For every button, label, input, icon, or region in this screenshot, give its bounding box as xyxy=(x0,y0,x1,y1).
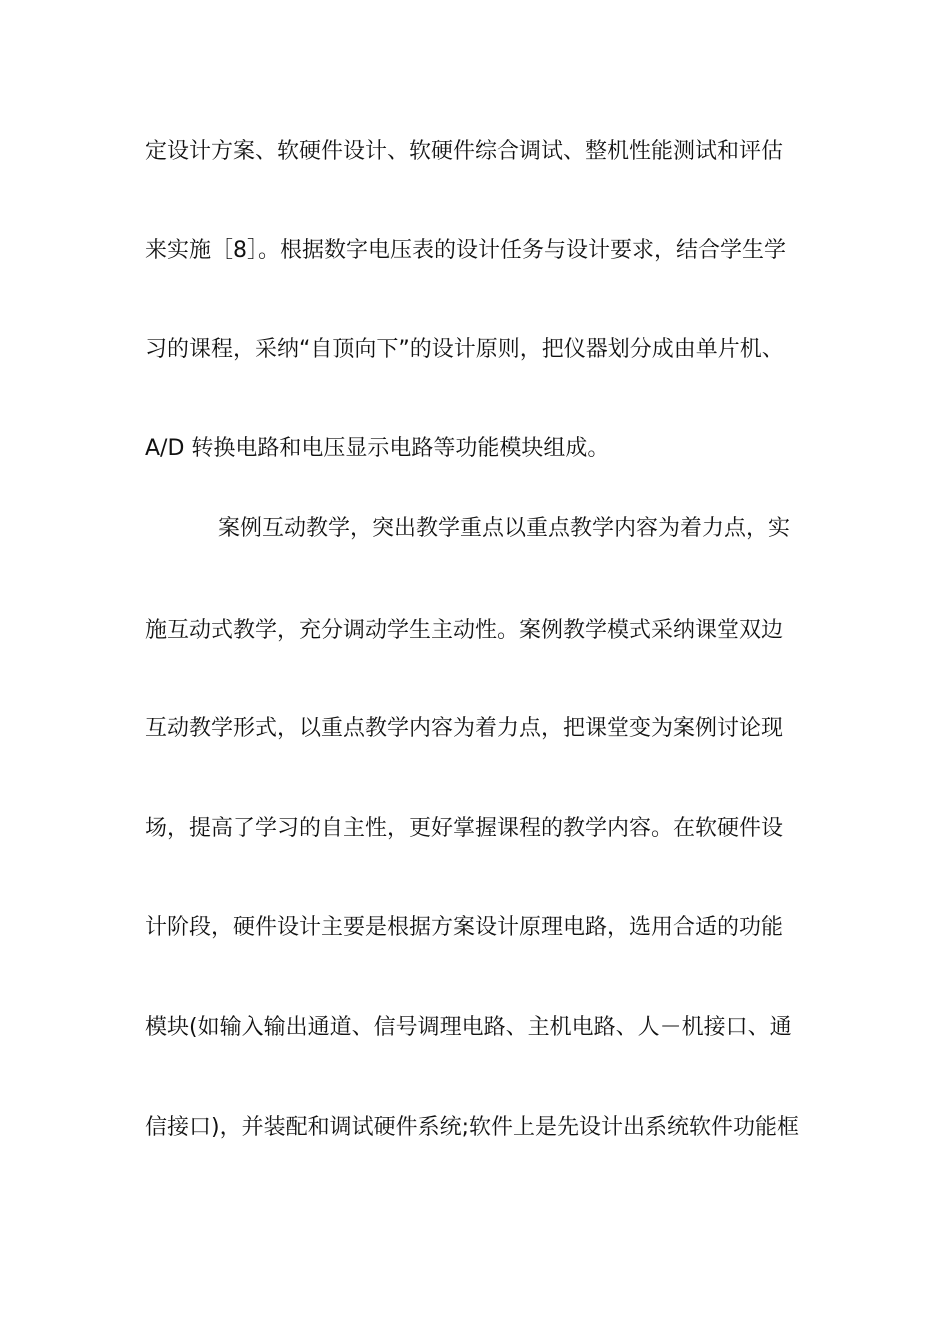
paragraph-2-line-7: 信接口)，并装配和调试硬件系统;软件上是先设计出系统软件功能框 xyxy=(145,1115,799,1140)
paragraph-1-line-2: 来实施［8］。根据数字电压表的设计任务与设计要求，结合学生学 xyxy=(145,238,786,263)
paragraph-2-line-6: 模块(如输入输出通道、信号调理电路、主机电路、人－机接口、通 xyxy=(145,1015,792,1040)
paragraph-2-line-4: 场，提高了学习的自主性，更好掌握课程的教学内容。在软硬件设 xyxy=(145,816,784,841)
paragraph-2-line-5: 计阶段，硬件设计主要是根据方案设计原理电路，选用合适的功能 xyxy=(145,915,784,940)
paragraph-2-line-3: 互动教学形式，以重点教学内容为着力点，把课堂变为案例讨论现 xyxy=(145,716,784,741)
paragraph-2-line-1: 案例互动教学，突出教学重点以重点教学内容为着力点，实 xyxy=(218,516,791,541)
paragraph-2-line-2: 施互动式教学，充分调动学生主动性。案例教学模式采纳课堂双边 xyxy=(145,618,784,643)
paragraph-1-line-3: 习的课程，采纳“自顶向下”的设计原则，把仪器划分成由单片机、 xyxy=(145,337,784,362)
paragraph-1-line-1: 定设计方案、软硬件设计、软硬件综合调试、整机性能测试和评估 xyxy=(145,139,784,164)
paragraph-1-line-4: A/D 转换电路和电压显示电路等功能模块组成。 xyxy=(145,436,610,461)
